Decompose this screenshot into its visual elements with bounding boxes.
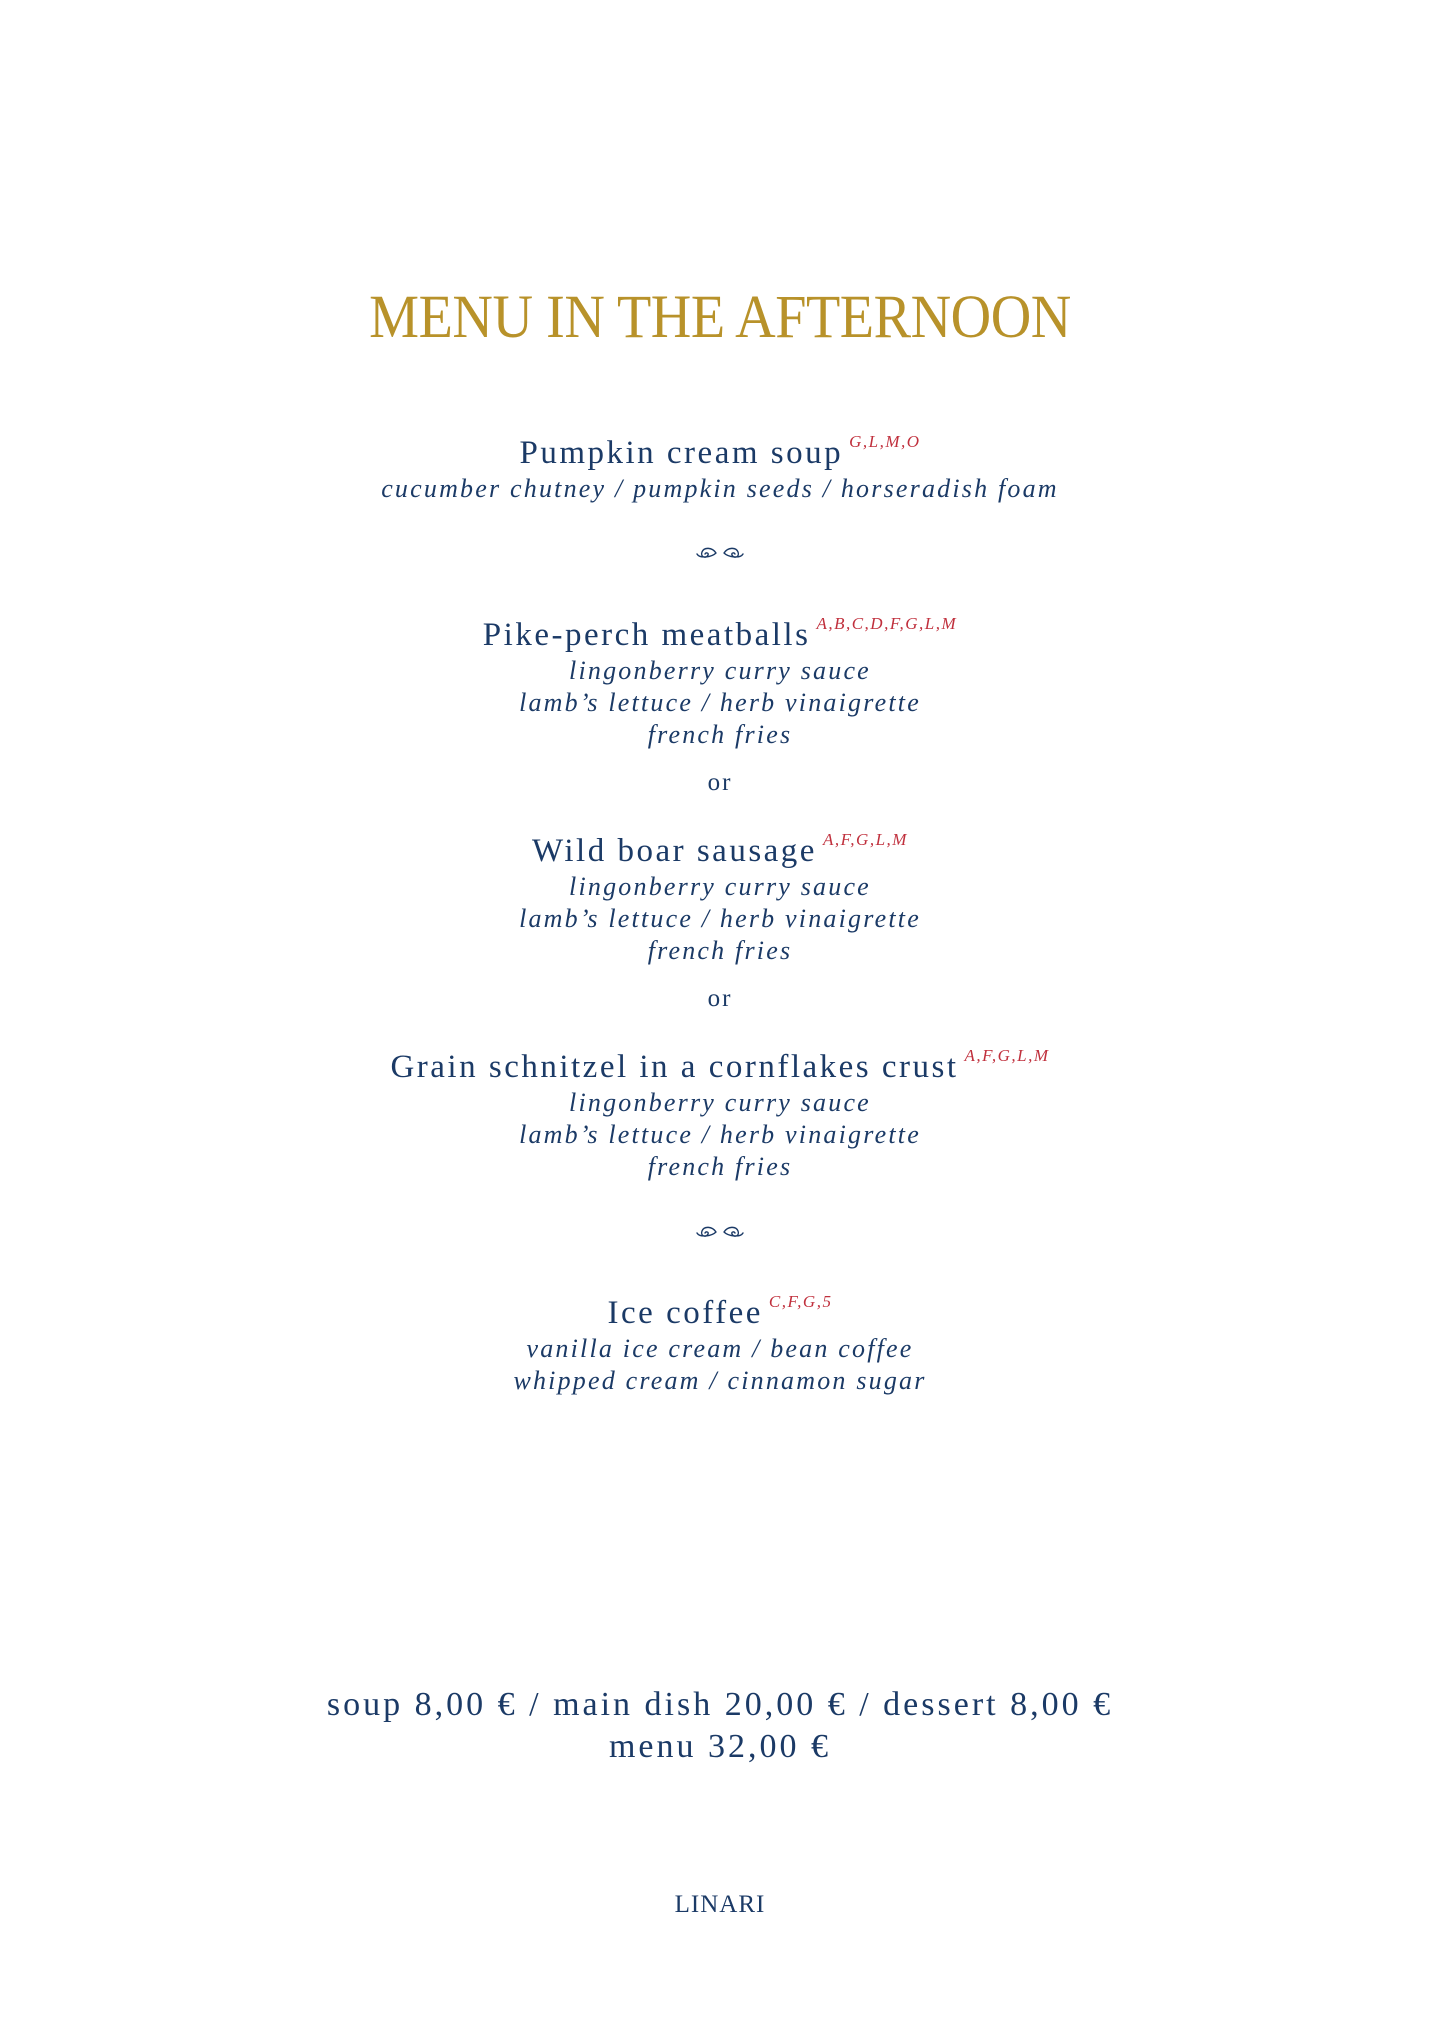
price-list	[0, 1684, 1440, 1768]
dish-description: lamb’s lettuce / herb vinaigrette	[519, 688, 921, 717]
allergen-codes: C,F,G,5	[768, 1292, 833, 1311]
dish-description: cucumber chutney / pumpkin seeds / horseradish foam	[381, 474, 1059, 503]
dish-name	[0, 422, 1440, 473]
dish-description: french fries	[647, 720, 793, 749]
allergen-codes: A,F,G,L,M	[964, 1046, 1050, 1065]
dish-name	[0, 820, 1440, 871]
dish-description: lamb’s lettuce / herb vinaigrette	[519, 1120, 921, 1149]
dish-description: lingonberry curry sauce	[569, 872, 871, 901]
dish-description: lingonberry curry sauce	[569, 1088, 871, 1117]
menu-title: MENU IN THE AFTERNOON	[369, 284, 1071, 351]
main-dish-3	[0, 1036, 1440, 1183]
main-dish-1	[0, 604, 1440, 751]
price-line: soup 8,00 € / main dish 20,00 € / dessert 8,00 €	[326, 1686, 1114, 1723]
dish-description: french fries	[647, 936, 793, 965]
dish-description: vanilla ice cream / bean coffee	[526, 1334, 914, 1363]
dish-description: whipped cream / cinnamon sugar	[513, 1366, 927, 1395]
menu-price-line: menu 32,00 €	[608, 1728, 832, 1765]
dish-name	[0, 1036, 1440, 1087]
dessert-section	[0, 1282, 1440, 1397]
main-dish-2	[0, 820, 1440, 967]
allergen-codes: A,B,C,D,F,G,L,M	[816, 614, 958, 633]
dish-name-text: Ice coffee	[607, 1295, 763, 1331]
dish-name-text: Wild boar sausage	[532, 833, 817, 869]
dish-name-text: Pumpkin cream soup	[519, 435, 844, 471]
dish-description: lingonberry curry sauce	[569, 656, 871, 685]
allergen-codes: A,F,G,L,M	[822, 830, 908, 849]
dish-name-text: Pike-perch meatballs	[482, 617, 811, 653]
dish-description: french fries	[647, 1152, 793, 1181]
dish-name	[0, 604, 1440, 655]
dish-description: lamb’s lettuce / herb vinaigrette	[519, 904, 921, 933]
or-separator: or	[707, 985, 733, 1012]
soup-section	[0, 422, 1440, 505]
restaurant-name: LINARI	[674, 1891, 766, 1918]
allergen-codes: G,L,M,O	[849, 432, 921, 451]
dish-name	[0, 1282, 1440, 1333]
flourish-ornament-icon	[0, 543, 1440, 567]
flourish-ornament-icon	[0, 1222, 1440, 1246]
or-separator: or	[707, 769, 733, 796]
dish-name-text: Grain schnitzel in a cornflakes crust	[390, 1049, 959, 1085]
